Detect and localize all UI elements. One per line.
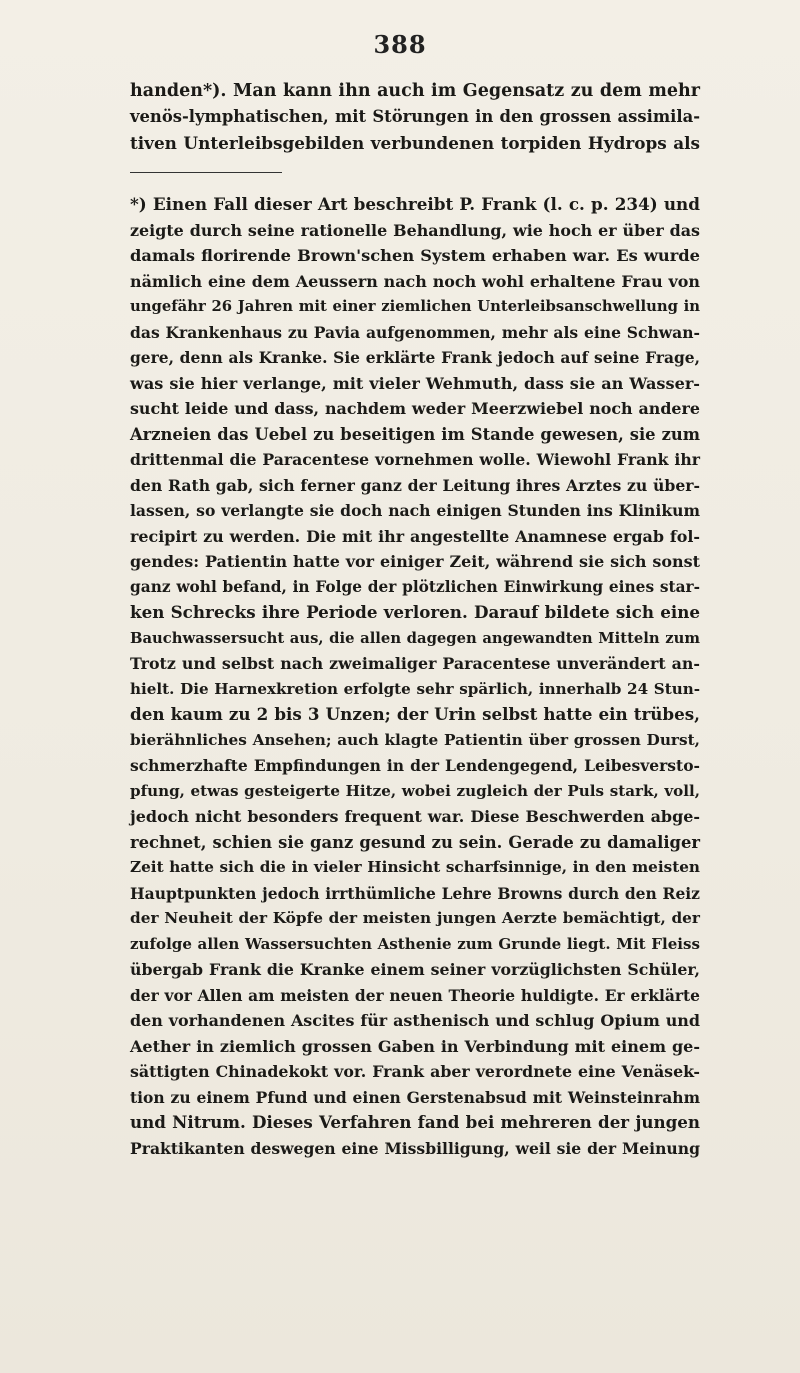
footnote-line: tion zu einem Pfund und einen Gerstenabsud mit Weinsteinrahm: [130, 1087, 700, 1107]
footnote-line: recipirt zu werden. Die mit ihr angestellte Anamnese ergab fol-: [130, 526, 700, 546]
footnote-line: jedoch nicht besonders frequent war. Diese Beschwerden abge-: [130, 807, 700, 826]
footnote-line: *) Einen Fall dieser Art beschreibt P. Frank (l. c. p. 234) und: [130, 194, 700, 214]
footnote-line: damals florirende Brown'schen System erhaben war. Es wurde: [130, 246, 700, 265]
footnote-line: sucht leide und dass, nachdem weder Meerzwiebel noch andere: [130, 399, 700, 418]
footnote-line: den kaum zu 2 bis 3 Unzen; der Urin selbst hatte ein trübes,: [130, 704, 700, 724]
footnote-line: pfung, etwas gesteigerte Hitze, wobei zugleich der Puls stark, voll,: [130, 781, 700, 800]
footnote-line: nämlich eine dem Aeussern nach noch wohl erhaltene Frau von: [130, 271, 700, 291]
footnote-line: der Neuheit der Köpfe der meisten jungen Aerzte bemächtigt, der: [130, 909, 700, 927]
footnote-line: Zeit hatte sich die in vieler Hinsicht scharfsinnige, in den meisten: [130, 858, 700, 876]
footnote-line: den vorhandenen Ascites für asthenisch und schlug Opium und: [130, 1011, 700, 1030]
footnote-line: Aether in ziemlich grossen Gaben in Verbindung mit einem ge-: [130, 1036, 700, 1056]
footnote-line: den Rath gab, sich ferner ganz der Leitung ihres Arztes zu über-: [130, 475, 700, 495]
footnote-line: der vor Allen am meisten der neuen Theorie huldigte. Er erklärte: [130, 985, 700, 1005]
footnote-line: schmerzhafte Empfindungen in der Lendengegend, Leibesversto-: [130, 756, 700, 775]
footnote-line: drittenmal die Paracentese vornehmen wolle. Wiewohl Frank ihr: [130, 450, 700, 469]
footnote-line: bierähnliches Ansehen; auch klagte Patientin über grossen Durst,: [130, 730, 700, 749]
footnote-text: [130, 192, 700, 1161]
footnote-line: übergab Frank die Kranke einem seiner vorzüglichsten Schüler,: [130, 960, 700, 979]
footnote-line: Hauptpunkten jedoch irrthümliche Lehre Browns durch den Reiz: [130, 883, 700, 903]
footnote-line: Trotz und selbst nach zweimaliger Paracentese unverändert an-: [130, 654, 700, 673]
footnote-line: ken Schrecks ihre Periode verloren. Darauf bildete sich eine: [130, 602, 700, 622]
body-line: handen*). Man kann ihn auch im Gegensatz zu dem mehr: [130, 81, 700, 101]
footnote-line: Praktikanten deswegen eine Missbilligung, weil sie der Meinung: [130, 1138, 700, 1158]
footnote-line: gere, denn als Kranke. Sie erklärte Frank jedoch auf seine Frage,: [130, 348, 700, 367]
main-body-text: [130, 78, 700, 156]
footnote-line: zeigte durch seine rationelle Behandlung, wie hoch er über das: [130, 220, 700, 240]
footnote-line: das Krankenhaus zu Pavia aufgenommen, mehr als eine Schwan-: [130, 322, 700, 342]
footnote-line: Arzneien das Uebel zu beseitigen im Stande gewesen, sie zum: [130, 424, 700, 444]
footnote-line: rechnet, schien sie ganz gesund zu sein. Gerade zu damaliger: [130, 832, 700, 852]
body-line: tiven Unterleibsgebilden verbundenen torpiden Hydrops als: [130, 133, 700, 153]
footnote-divider: [130, 172, 282, 173]
body-line: venös-lymphatischen, mit Störungen in den grossen assimila-: [130, 107, 700, 126]
footnote-line: gendes: Patientin hatte vor einiger Zeit, während sie sich sonst: [130, 552, 700, 571]
footnote-line: hielt. Die Harnexkretion erfolgte sehr spärlich, innerhalb 24 Stun-: [130, 679, 700, 698]
footnote-line: und Nitrum. Dieses Verfahren fand bei mehreren der jungen: [130, 1112, 700, 1132]
footnote-line: zufolge allen Wassersuchten Asthenie zum Grunde liegt. Mit Fleiss: [130, 934, 700, 953]
footnote-line: ganz wohl befand, in Folge der plötzlichen Einwirkung eines star-: [130, 577, 700, 596]
footnote-line: Bauchwassersucht aus, die allen dagegen angewandten Mitteln zum: [130, 629, 700, 647]
footnote-line: sättigten Chinadekokt vor. Frank aber verordnete eine Venäsek-: [130, 1062, 700, 1081]
footnote-line: ungefähr 26 Jahren mit einer ziemlichen Unterleibsanschwellung in: [130, 298, 700, 315]
footnote-line: lassen, so verlangte sie doch nach einigen Stunden ins Klinikum: [130, 501, 700, 520]
page-number: 388: [373, 30, 427, 59]
footnote-line: was sie hier verlange, mit vieler Wehmuth, dass sie an Wasser-: [130, 373, 700, 393]
